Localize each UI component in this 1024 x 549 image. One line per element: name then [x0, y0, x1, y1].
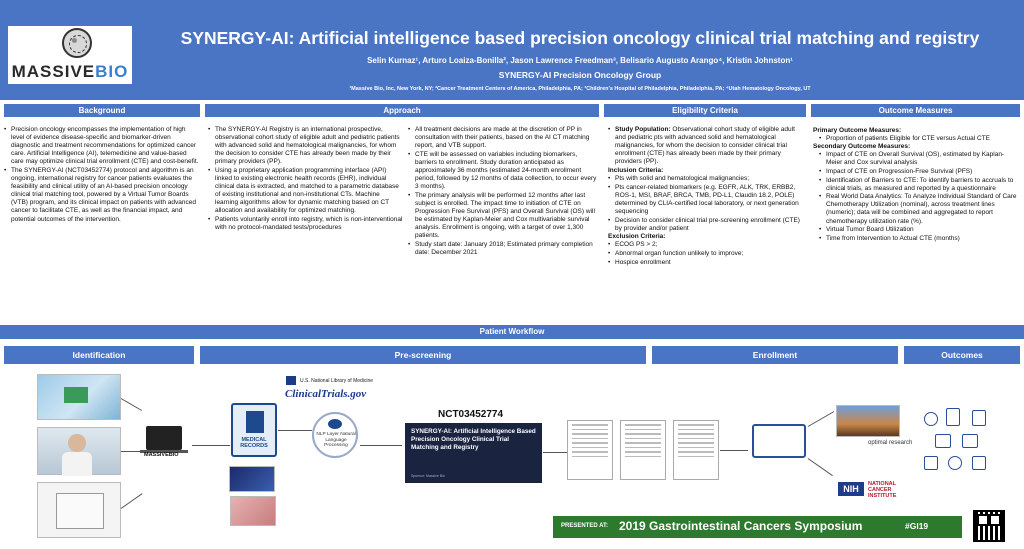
approach-right-column	[408, 126, 600, 322]
clipboard-icon	[946, 408, 960, 426]
optimal-research-logo: optimal research	[868, 440, 913, 446]
list-item: • Proportion of patients Eligible for CTE versus Actual CTE	[813, 135, 1020, 143]
list-item: • The SYNERGY-AI Registry is an international prospective, observational cohort study of eligible adult and pediatric patients with advanced solid and hematological malignancies, for whom the decision to consider CTE has already been made by their primary providers (PP).	[208, 126, 404, 166]
lab-image	[230, 496, 276, 526]
list-item: • Time from Intervention to Actual CTE (months)	[813, 235, 1020, 243]
phase-outcomes: Outcomes	[904, 346, 1020, 364]
monitor-icon	[64, 387, 88, 403]
list-item: • ECOG PS > 2;	[608, 241, 806, 249]
nih-logo: NIH	[838, 482, 864, 496]
massivebio-node-label: MASSIVEBIO	[144, 452, 179, 458]
brain-icon	[328, 419, 342, 429]
list-item: • Study start date: January 2018; Estimated primary completion date: December 2021	[408, 241, 600, 257]
list-item: • All treatment decisions are made at the discretion of PP in consultation with their patients, based on the AI CT matching report, and VTB support.	[408, 126, 600, 150]
matching-report-image	[620, 420, 666, 480]
phase-identification: Identification	[4, 346, 194, 364]
list-item: • Using a proprietary application programming interface (API) linked to existing electronic health records (EHR), individual clinical data is extracted, and matched to a parametric database of existing institutional and non-institutional CTs. Machine learning algorithms allow for dynamic matching based on CT allocation and availability for optimized matching.	[208, 167, 404, 216]
hospital-building-photo	[836, 405, 900, 437]
list-item: • Precision oncology encompasses the implementation of high level of evidence disease-specific and biomarker-driven diagnostic and treatment recommendations for optimized cancer care. Artificial Intelligence (AI), telemedicine and value-based care may optimize clinical trial enrollment (CTE) and cost-benefit.	[4, 126, 200, 166]
phase-prescreening: Pre-screening	[200, 346, 646, 364]
list-item: • Impact of CTE on Overall Survival (OS), estimated by Kaplan-Meier and Cox survival analysis	[813, 151, 1020, 167]
checklist-icon	[972, 410, 986, 426]
outcomes-column	[813, 126, 1020, 322]
inclusion-heading: Inclusion Criteria:	[608, 166, 664, 174]
people-icon	[924, 412, 938, 426]
list-item: • Identification of Barriers to CTE: To identify barriers to accruals to clinical trials, as measured and reported by a questionnaire	[813, 177, 1020, 193]
approach-heading: Approach	[205, 104, 599, 117]
list-item: • CTE will be assessed on variables including biomarkers, barriers to enrollment. Study duration anticipated as approximately 36 months (estimated 24-month enrollment period, followed by 12 months of data collection, to occur every 3 months).	[408, 151, 600, 191]
list-item: • Pts with solid and hematological malignancies;	[608, 175, 806, 183]
secondary-outcome-heading: Secondary Outcome Measures:	[813, 143, 911, 151]
doctor-photo	[37, 427, 121, 475]
clinicaltrials-gov-logo: ClinicalTrials.gov	[285, 388, 367, 400]
poster-title: SYNERGY-AI: Artificial intelligence based precision oncology clinical trial matching and registry	[180, 28, 980, 48]
affiliations: ¹Massive Bio, Inc, New York, NY; ²Cancer Treatment Centers of America, Philadelphia, PA; ³Children's Hospital of Philadelphia, Philadelphia, PA; ⁴Utah Hematology Oncology, UT	[349, 86, 811, 92]
eligibility-heading: Eligibility Criteria	[604, 104, 806, 117]
list-item: • Abnormal organ function unlikely to improve;	[608, 250, 806, 258]
poster-header	[0, 0, 1024, 100]
primary-outcome-heading: Primary Outcome Measures:	[813, 126, 902, 134]
map-icon	[56, 493, 104, 529]
laptop-icon	[146, 426, 182, 450]
qr-code[interactable]	[973, 510, 1005, 542]
nct-card: SYNERGY-AI: Artificial Intelligence Based Precision Oncology Clinical Trial Matching and Registry Sponsor: Massive Bio	[405, 423, 542, 483]
ehr-screen-image	[37, 374, 121, 420]
globe-icon	[62, 28, 92, 58]
symposium-banner: PRESENTED AT: 2019 Gastrointestinal Cancers Symposium #GI19	[553, 516, 962, 538]
approach-left-column	[208, 126, 404, 322]
survey-icon	[935, 434, 951, 448]
nlp-layer-label: NLP Layer Natural Language Processing	[316, 432, 356, 448]
eligibility-column	[608, 126, 806, 322]
list-item: • Pts cancer-related biomarkers (e.g. EGFR, ALK, TRK, ERBB2, ROS-1, MSI, BRAF, BRCA, TMB, PD-L1, Claudin 18.2, POLE) determined by CLIA-certified local laboratory, or next generation sequencing	[608, 184, 806, 216]
analytics-icon	[962, 434, 978, 448]
map-image	[37, 482, 121, 538]
list-item: • Impact of CTE on Progression-Free Survival (PFS)	[813, 168, 1020, 176]
exclusion-heading: Exclusion Criteria:	[608, 233, 666, 241]
study-population: • Study Population: Observational cohort study of eligible adult and pediatric pts with advanced solid and hematological malignancies, for whom the decision to consider clinical trial enrollment (CTE) has already been made by their primary providers (PP).	[608, 126, 806, 166]
consent-form-image	[673, 420, 719, 480]
list-item: • Virtual Tumor Board Utilization	[813, 226, 1020, 234]
background-heading: Background	[4, 104, 200, 117]
patient-workflow-heading: Patient Workflow	[0, 325, 1024, 339]
list-item: • Decision to consider clinical trial pre-screening enrollment (CTE) by provider and/or patient	[608, 217, 806, 233]
background-column	[4, 126, 200, 322]
phase-enrollment: Enrollment	[652, 346, 898, 364]
target-icon	[948, 456, 962, 470]
chart-icon	[924, 456, 938, 470]
outcomes-heading: Outcome Measures	[811, 104, 1020, 117]
report-document-image	[567, 420, 613, 480]
nlm-icon	[286, 376, 296, 385]
nlm-label: U.S. National Library of Medicine	[300, 378, 374, 384]
report-icon	[972, 456, 986, 470]
list-item: • Real World Data Analytics: To Analyze Individual Standard of Care Chemotherapy Utilization (nominal), across treatment lines (numeric); data will be combined and aggregated to report chemotherapy utilization rate (%).	[813, 193, 1020, 225]
medical-records-box: MEDICAL RECORDS	[231, 403, 277, 457]
list-item: • The primary analysis will be performed 12 months after last subject is enrolled. The impact time to initiation of CTE on Progression Free Survival (PFS) and Overall Survival (OS) will be estimated by Kaplan-Meier and Cox multivariable survival analysis. Enrollment is ongoing, with a target of over 1,300 patients.	[408, 192, 600, 241]
authors: Selin Kurnaz¹, Arturo Loaiza-Bonilla², Jason Lawrence Freedman³, Belisario Augusto Arango⁴, Kristin Johnston¹	[367, 56, 793, 65]
dna-image	[229, 466, 275, 492]
list-item: • Hospice enrollment	[608, 259, 806, 267]
hospital-bed-icon	[752, 424, 806, 458]
list-item: • Patients voluntarily enroll into registry, which is non-interventional with no protocol-mandated tests/procedures	[208, 216, 404, 232]
person-icon	[68, 434, 86, 452]
nci-label: NATIONAL CANCER INSTITUTE	[868, 481, 897, 499]
document-icon	[246, 411, 264, 433]
massivebio-logo: MASSIVEBIO	[8, 26, 132, 84]
list-item: • The SYNERGY-AI (NCT03452774) protocol and algorithm is an ongoing, international registry for cancer patients evaluates the feasibility and clinical utility of an AI-based precision oncology clinical trial matching tool, powered by a Virtual Tumor Boards (VTB) program, and its clinical impact on patients with advanced cancer to facilitate CTE, as well as the financial impact, and potential outcomes of the intervention.	[4, 167, 200, 224]
group-name: SYNERGY-AI Precision Oncology Group	[498, 70, 662, 80]
nct-id: NCT03452774	[438, 409, 504, 420]
